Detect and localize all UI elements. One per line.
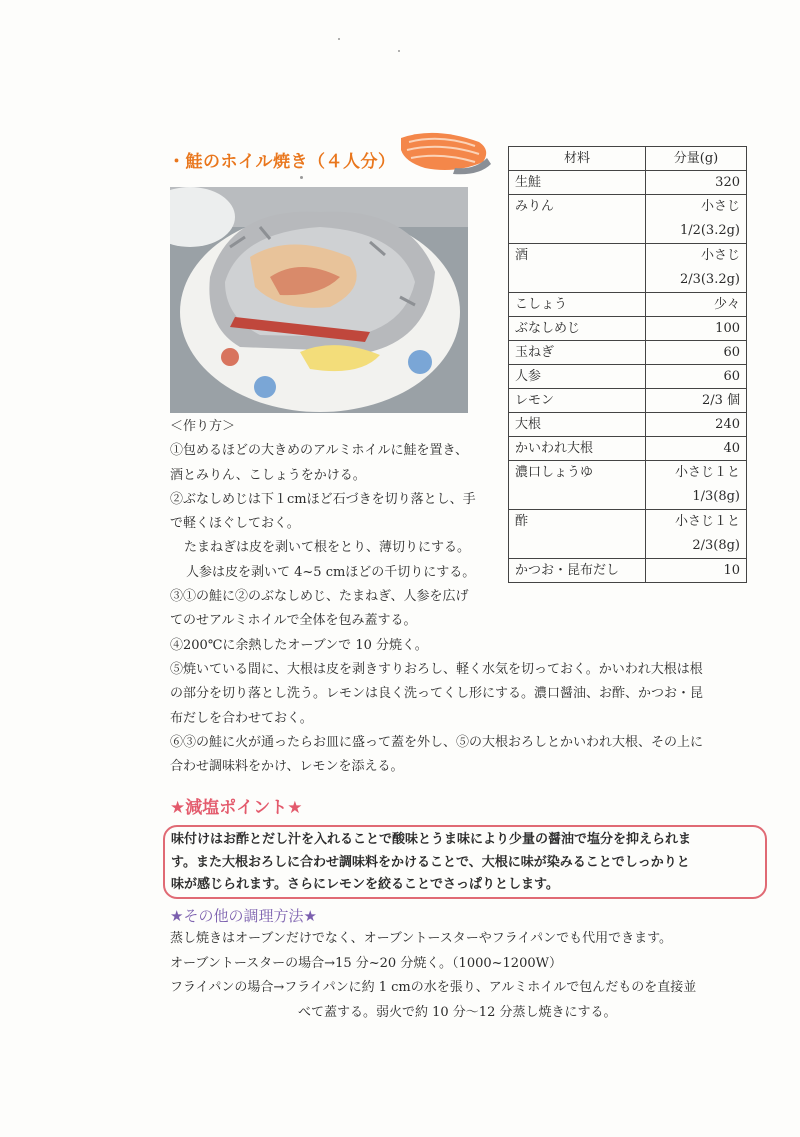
method-line: ③①の鮭に②のぶなしめじ、たまねぎ、人参を広げ: [170, 589, 469, 605]
ingredient-qty: [646, 195, 747, 244]
ingredient-name: 酒: [509, 244, 646, 293]
table-row: [509, 244, 747, 293]
method-line: ④200℃に余熱したオーブンで 10 分焼く。: [170, 637, 428, 653]
ingredient-name: ぶなしめじ: [509, 317, 646, 341]
ingredient-name: 濃口しょうゆ: [509, 461, 646, 510]
method-line: で軽くほぐしておく。: [170, 516, 300, 532]
ingredient-qty: 60: [646, 365, 747, 389]
scan-speck: [300, 176, 303, 179]
ingredient-qty: 60: [646, 341, 747, 365]
method-line: ⑥③の鮭に火が通ったらお皿に盛って蓋を外し、⑤の大根おろしとかいわれ大根、その上に: [170, 734, 704, 750]
scan-speck: [398, 50, 400, 52]
qty-line-2: 1/3(8g): [692, 489, 740, 504]
other-line: べて蓋する。弱火で約 10 分～12 分蒸し焼きにする。: [298, 1004, 617, 1020]
ingredient-qty: 40: [646, 437, 747, 461]
table-row: [509, 365, 747, 389]
ingredient-name: 大根: [509, 413, 646, 437]
method-line: 酒とみりん、こしょうをかける。: [170, 467, 366, 483]
table-row: [509, 389, 747, 413]
ingredient-name: かいわれ大根: [509, 437, 646, 461]
salmon-slice-icon: [395, 128, 491, 176]
method-line: 合わせ調味料をかけ、レモンを添える。: [170, 759, 404, 775]
other-methods-section: [170, 927, 750, 1025]
other-methods-title: ★その他の調理方法★: [170, 907, 317, 925]
salt-point-title: ★減塩ポイント★: [170, 798, 303, 818]
salt-point-box: [163, 825, 767, 899]
method-heading: ＜作り方＞: [170, 419, 236, 434]
method-section: [170, 415, 750, 779]
other-line: 蒸し焼きはオーブンだけでなく、オーブントースターやフライパンでも代用できます。: [170, 931, 673, 946]
ingredient-name: 人参: [509, 365, 646, 389]
method-line: 布だしを合わせておく。: [170, 710, 313, 726]
method-line: ①包めるほどの大きめのアルミホイルに鮭を置き、: [170, 443, 468, 459]
ingredient-qty: [646, 244, 747, 293]
other-line: オーブントースターの場合→15 分~20 分焼く。（1000~1200W）: [170, 955, 562, 971]
salt-point-line: す。また大根おろしに合わせ調味料をかけることで、大根に味が染みることでしっかりと: [171, 854, 690, 870]
ingredient-qty: 320: [646, 171, 747, 195]
method-line: 人参は皮を剥いて 4~5 cmほどの千切りにする。: [186, 564, 476, 580]
ingredient-name: 酢: [509, 510, 646, 559]
qty-line-1: 小さじ: [700, 248, 740, 263]
qty-line-1: 小さじ１と: [674, 514, 740, 529]
header-ingredient: 材料: [509, 147, 646, 171]
ingredient-name: 玉ねぎ: [509, 341, 646, 365]
qty-line-1: 小さじ１と: [674, 465, 740, 480]
table-row: [509, 293, 747, 317]
table-row: [509, 171, 747, 195]
ingredient-name: 生鮭: [509, 171, 646, 195]
method-line: ⑤焼いている間に、大根は皮を剥きすりおろし、軽く水気を切っておく。かいわれ大根は根: [170, 661, 703, 677]
table-row: [509, 317, 747, 341]
ingredient-qty: 少々: [646, 293, 747, 317]
qty-line-2: 2/3(8g): [692, 538, 740, 553]
other-line: フライパンの場合→フライパンに約 1 cmの水を張り、アルミホイルで包んだものを直接並: [170, 980, 697, 995]
salt-point-line: 味付けはお酢とだし汁を入れることで酸味とうま味により少量の醤油で塩分を抑えられま: [171, 832, 692, 847]
qty-line-2: 1/2(3.2g): [679, 223, 740, 238]
ingredient-qty: 2/3 個: [646, 389, 747, 413]
ingredient-qty: 100: [646, 317, 747, 341]
table-row: [509, 341, 747, 365]
ingredient-qty: 10: [646, 559, 747, 583]
recipe-title: ・鮭のホイル焼き（４人分）: [168, 152, 396, 172]
header-amount: 分量(g): [646, 147, 747, 171]
salt-point-line: 味が感じられます。さらにレモンを絞ることでさっぱりとします。: [171, 877, 559, 892]
qty-line-2: 2/3(3.2g): [679, 272, 740, 287]
method-line: てのせアルミホイルで全体を包み蓋する。: [170, 613, 417, 629]
salmon-foil-photo: [170, 187, 468, 413]
method-line: たまねぎは皮を剥いて根をとり、薄切りにする。: [184, 540, 471, 556]
ingredient-name: こしょう: [509, 293, 646, 317]
qty-line-1: 小さじ: [700, 199, 740, 214]
scan-speck: [338, 38, 340, 40]
ingredient-name: レモン: [509, 389, 646, 413]
ingredient-name: かつお・昆布だし: [509, 559, 646, 583]
method-line: ②ぶなしめじは下１cmほど石づきを切り落とし、手: [170, 491, 476, 507]
ingredient-name: みりん: [509, 195, 646, 244]
table-row: [509, 195, 747, 244]
method-line: の部分を切り落とし洗う。レモンは良く洗ってくし形にする。濃口醤油、お酢、かつお・昆: [170, 686, 704, 702]
ingredient-qty: 240: [646, 413, 747, 437]
